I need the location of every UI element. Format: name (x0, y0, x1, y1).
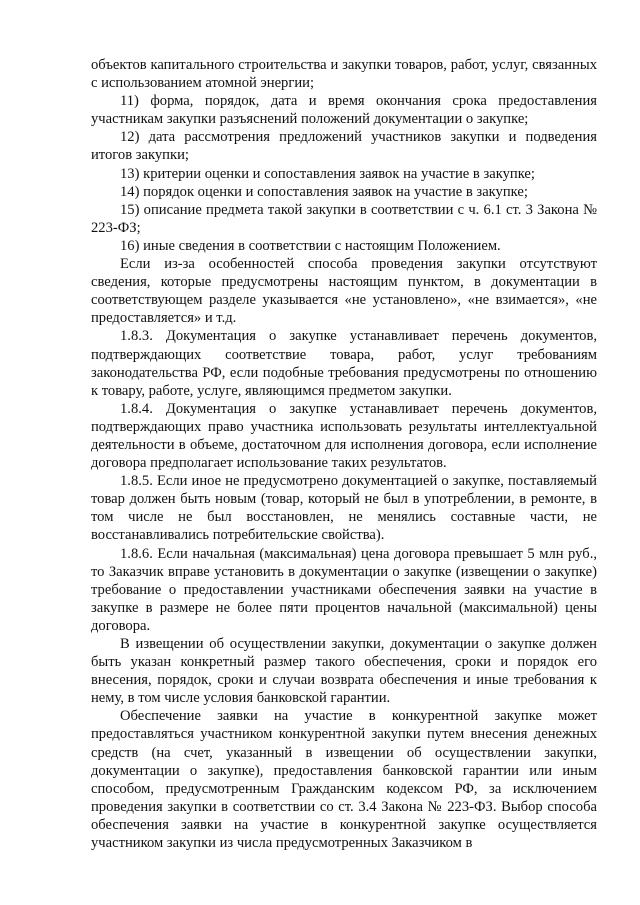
paragraph-item-14: 14) порядок оценки и сопоставления заявок на участие в закупке; (120, 183, 528, 200)
paragraph-item-12: 12) дата рассмотрения предложений участников закупки и подведения итогов закупки; (91, 129, 597, 164)
paragraph-security-amount: В извещении об осуществлении закупки, документации о закупке должен быть указан конкретный размер такого обеспечения, сроки и порядок его внесения, порядок, сроки и случаи возврата обеспечения и иные требования к нему, в том числе условия банковской гарантии. (91, 636, 597, 707)
paragraph-1-8-3: 1.8.3. Документация о закупке устанавливает перечень документов, подтверждающих соответствие товара, работ, услуг требованиям законодательства РФ, если подобные требования предусмотрены по отношению к товару, работе, услуге, являющимся предметом закупки. (91, 328, 597, 399)
paragraph-item-15: 15) описание предмета такой закупки в соответствии с ч. 6.1 ст. 3 Закона № 223-ФЗ; (91, 201, 597, 236)
paragraph-missing-info: Если из-за особенностей способа проведения закупки отсутствуют сведения, которые предусмотрены настоящим пунктом, в документации в соответствующем разделе указывается «не установлено», «не взимается», «не предоставляется» и т.д. (91, 256, 597, 327)
paragraph-1-8-6: 1.8.6. Если начальная (максимальная) цена договора превышает 5 млн руб., то Заказчик вправе установить в документации о закупке (извещении о закупке) требование о предоставлении участниками обеспечения заявки на участие в закупке в размере не более пяти процентов начальной (максимальной) цены договора. (91, 545, 597, 634)
document-page (91, 56, 597, 852)
paragraph-1-8-4: 1.8.4. Документация о закупке устанавливает перечень документов, подтверждающих право участника использовать результаты интеллектуальной деятельности в объеме, достаточном для исполнения договора, если исполнение договора предполагает использование таких результатов. (91, 400, 597, 472)
paragraph-security-methods: Обеспечение заявки на участие в конкурентной закупке может предоставляться участником конкурентной закупки путем внесения денежных средств (на счет, указанный в извещении об осуществлении закупки, документации о закупке), предоставления банковской гарантии или иным способом, предусмотренным Гражданским кодексом РФ, за исключением проведения закупки в соответствии со ст. 3.4 Закона № 223-ФЗ. Выбор способа обеспечения заявки на участие в конкурентной закупке осуществляется участником закупки из числа предусмотренных Заказчиком в (91, 708, 597, 852)
paragraph-continuation: объектов капитального строительства и закупки товаров, работ, услуг, связанных с использованием атомной энергии; (91, 57, 597, 92)
paragraph-1-8-5: 1.8.5. Если иное не предусмотрено документацией о закупке, поставляемый товар должен быть новым (товар, который не был в употреблении, в ремонте, в том числе не был восстановлен, не менялись составные части, не восстанавливались потребительские свойства). (91, 473, 597, 544)
paragraph-item-16: 16) иные сведения в соответствии с настоящим Положением. (120, 237, 501, 254)
paragraph-item-11: 11) форма, порядок, дата и время окончания срока предоставления участникам закупки разъяснений положений документации о закупке; (91, 93, 597, 128)
paragraph-item-13: 13) критерии оценки и сопоставления заявок на участие в закупке; (120, 165, 535, 182)
